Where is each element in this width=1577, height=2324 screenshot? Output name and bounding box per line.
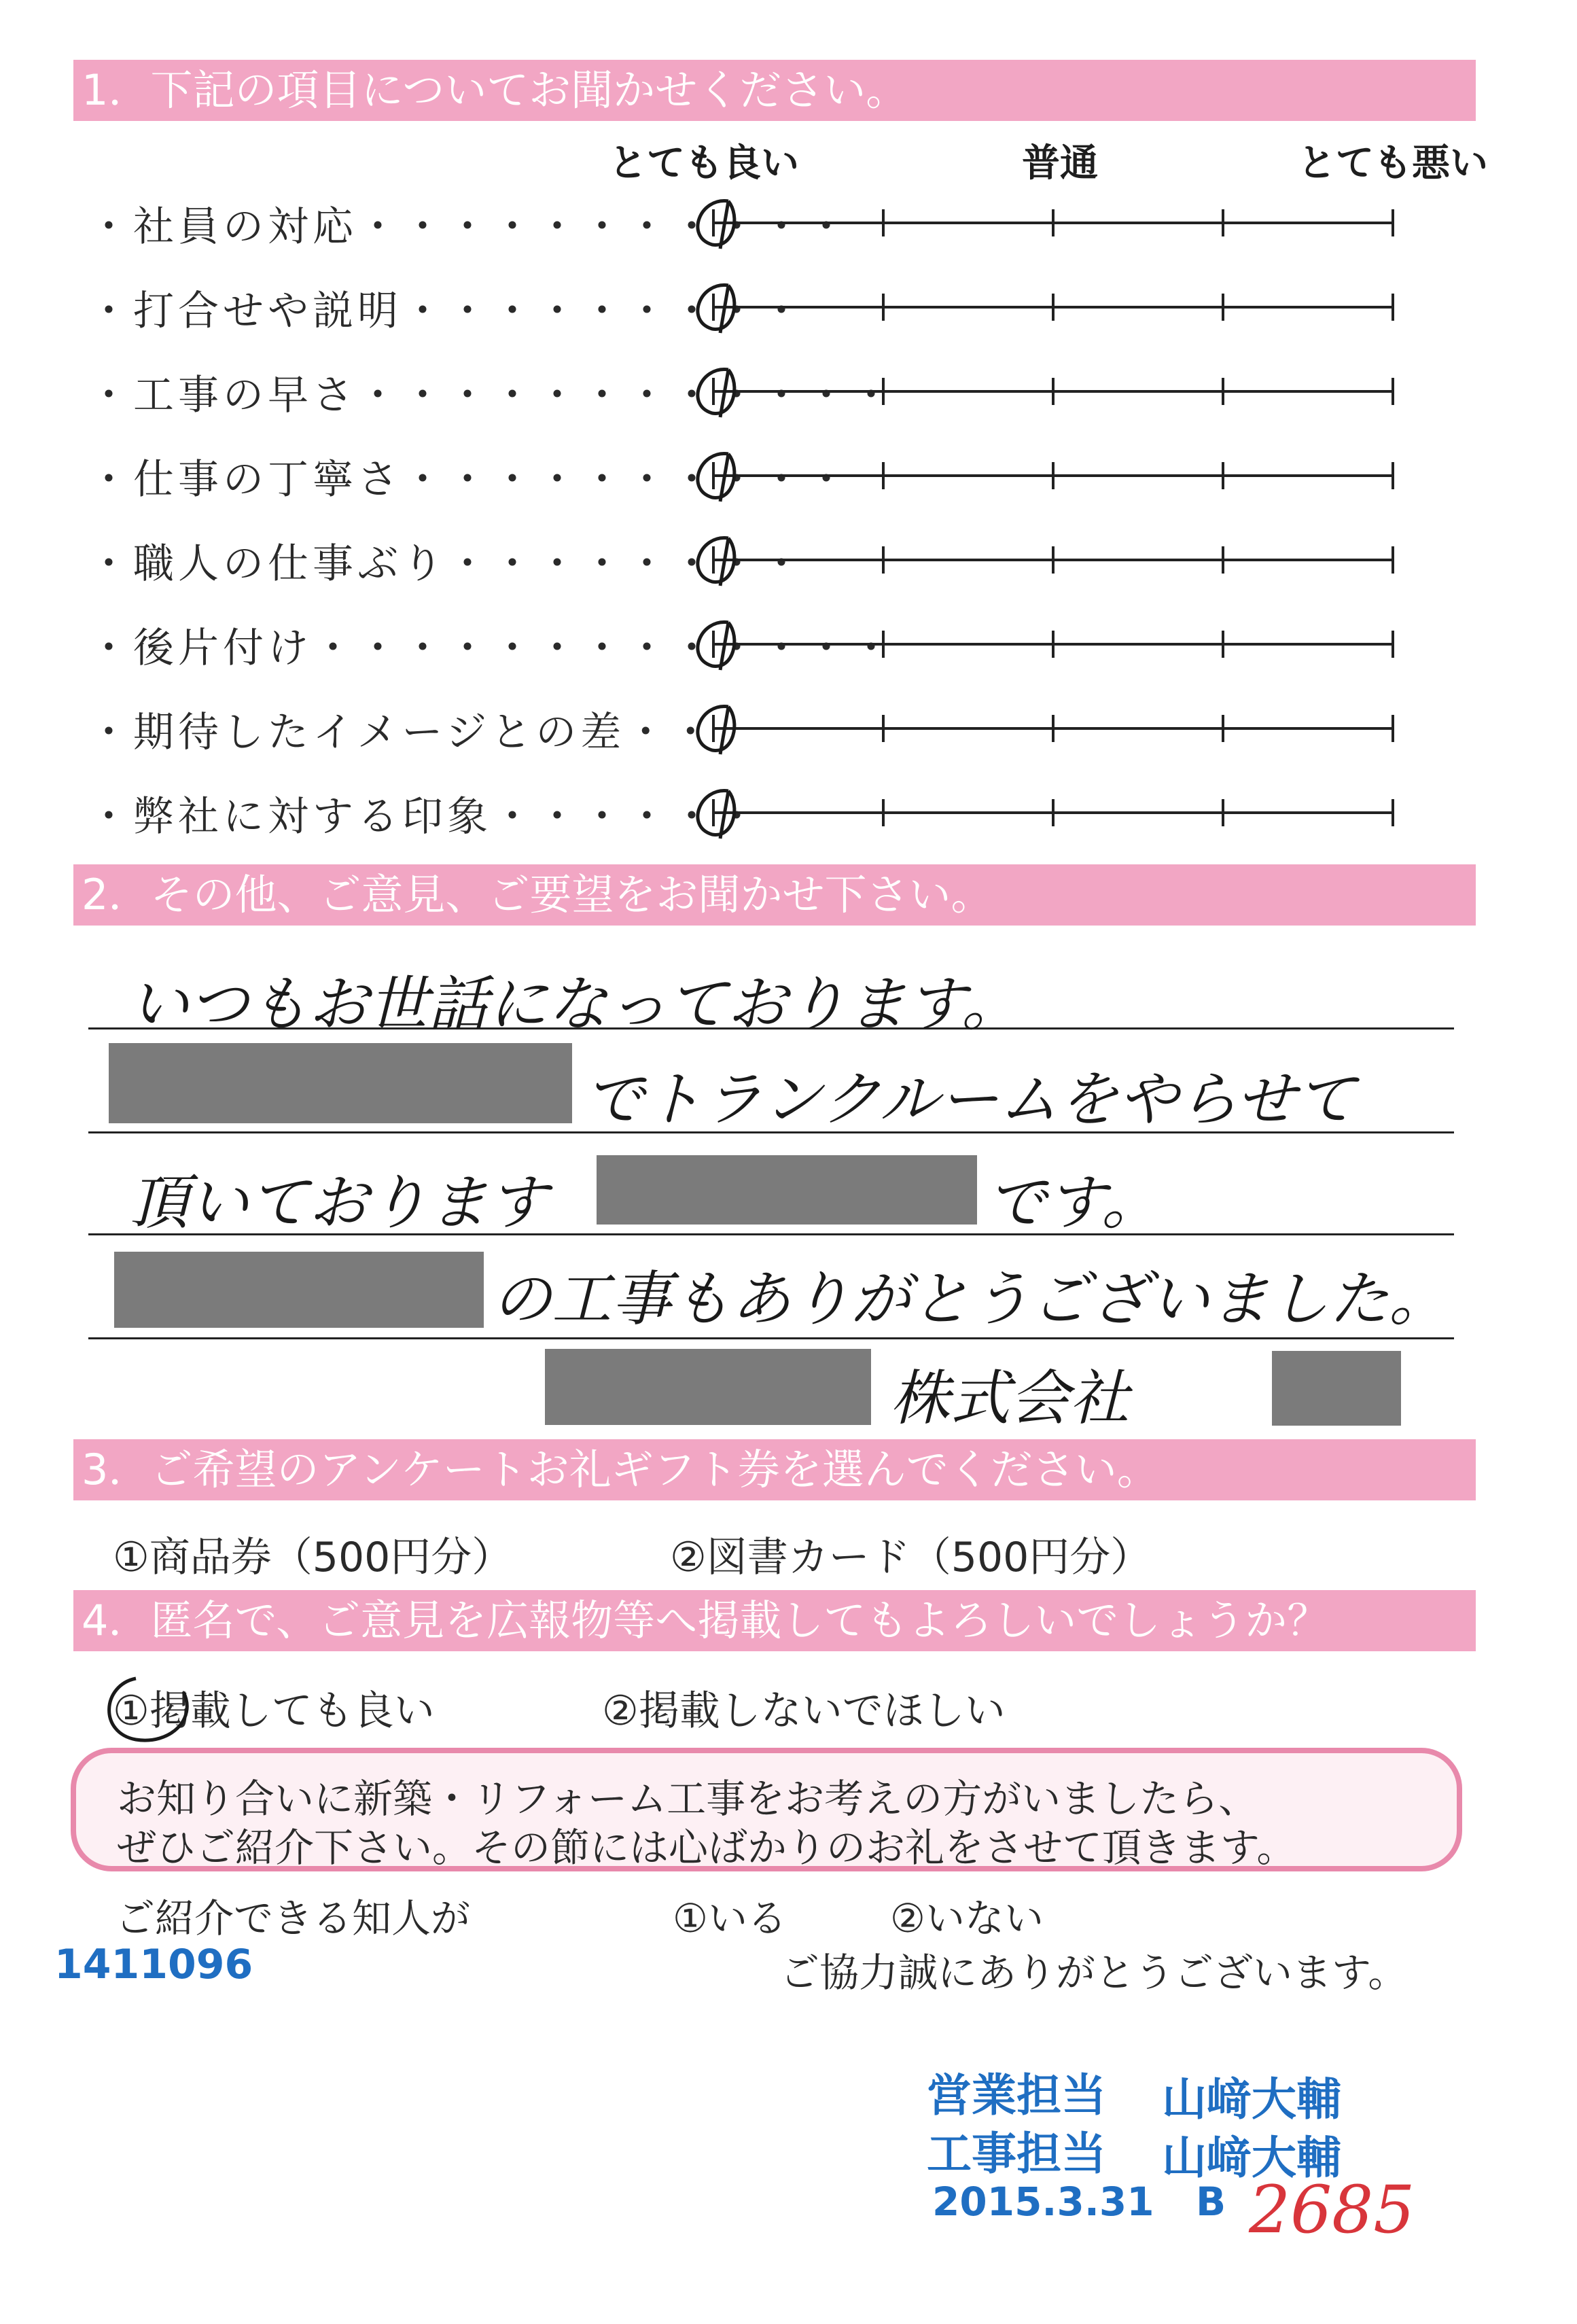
rating-row — [88, 351, 1447, 419]
construction-name: 山﨑大輔 — [1162, 2132, 1341, 2184]
code-letter: B — [1196, 2179, 1226, 2225]
scale-best-label: とても良い — [609, 141, 799, 186]
section-1-header: 1．下記の項目についてお聞かせください。 — [73, 60, 1476, 121]
redaction-block — [114, 1252, 484, 1328]
rating-row — [88, 772, 1447, 840]
rating-label: ・打合せや説明・・・・・・・・・ — [88, 287, 806, 335]
rating-label: ・工事の早さ・・・・・・・・・・・・ — [88, 372, 896, 419]
sales-name: 山﨑大輔 — [1162, 2073, 1341, 2126]
referral-box — [71, 1748, 1462, 1871]
rating-scale — [88, 688, 1447, 756]
redaction-block — [109, 1043, 572, 1123]
rating-label: ・弊社に対する印象・・・・・・ — [88, 793, 761, 841]
section-2-header: 2．その他、ご意見、ご要望をお聞かせ下さい。 — [73, 864, 1476, 926]
comment-text-1: いつもお世話になっております。 — [129, 969, 1021, 1039]
referral-no-option[interactable]: ②いない — [890, 1895, 1044, 1941]
rating-row — [88, 182, 1447, 250]
publish-option-1[interactable]: ①掲載しても良い — [113, 1687, 435, 1735]
comment-text-5: 株式会社 — [890, 1363, 1130, 1433]
comment-text-2: でトランクルームをやらせて — [584, 1064, 1356, 1134]
rating-row — [88, 688, 1447, 756]
rating-label: ・職人の仕事ぶり・・・・・・・・ — [88, 540, 806, 588]
rating-label: ・後片付け・・・・・・・・・・・・・ — [88, 624, 896, 672]
rating-label: ・社員の対応・・・・・・・・・・・ — [88, 203, 851, 251]
rating-selection-mark — [698, 538, 734, 586]
rating-row — [88, 519, 1447, 587]
publish-selection-circle — [88, 1665, 224, 1753]
date-stamp: 2015.3.31 — [932, 2179, 1154, 2225]
referral-question: ご紹介できる知人が — [116, 1895, 471, 1941]
comment-text-4: の工事もありがとうございました。 — [492, 1264, 1449, 1334]
rating-selection-mark — [698, 622, 734, 670]
redaction-block — [545, 1349, 871, 1425]
rating-selection-mark — [698, 454, 734, 501]
comment-text-3b: です。 — [987, 1167, 1161, 1237]
rating-selection-mark — [698, 707, 734, 754]
section-4-header: 4．匿名で、ご意見を広報物等へ掲載してもよろしいでしょうか？ — [73, 1590, 1476, 1651]
handwritten-number: 2685 — [1249, 2172, 1415, 2248]
rating-row — [88, 266, 1447, 334]
document-id: 1411096 — [54, 1941, 253, 1988]
rating-scale — [88, 182, 1447, 250]
publish-option-2[interactable]: ②掲載しないでほしい — [602, 1687, 1006, 1735]
gift-option-2[interactable]: ②図書カード（500円分） — [670, 1534, 1152, 1581]
referral-yes-option[interactable]: ①いる — [673, 1895, 787, 1941]
comment-text-3a: 頂いております — [129, 1167, 548, 1237]
rating-row — [88, 603, 1447, 671]
rating-scale — [88, 351, 1447, 419]
referral-text-1: お知り合いに新築・リフォーム工事をお考えの方がいましたら、 — [117, 1776, 1258, 1822]
sales-label: 営業担当 — [927, 2069, 1106, 2121]
section-3-header: 3．ご希望のアンケートお礼ギフト券を選んでください。 — [73, 1439, 1476, 1500]
rating-scale — [88, 603, 1447, 671]
rating-scale — [88, 519, 1447, 587]
rating-scale — [88, 435, 1447, 503]
rating-label: ・期待したイメージとの差・・ — [88, 709, 715, 756]
construction-label: 工事担当 — [927, 2128, 1106, 2180]
rating-selection-mark — [698, 201, 734, 249]
scale-worst-label: とても悪い — [1298, 141, 1488, 186]
redaction-block — [1272, 1351, 1401, 1426]
rating-selection-mark — [698, 370, 734, 417]
scale-normal-label: 普通 — [1022, 141, 1098, 186]
rating-scale — [88, 266, 1447, 334]
thanks-text: ご協力誠にありがとうございます。 — [780, 1950, 1408, 1996]
rating-selection-mark — [698, 285, 734, 333]
rating-scale — [88, 772, 1447, 840]
rating-row — [88, 435, 1447, 503]
redaction-block — [597, 1155, 977, 1225]
comment-line-4 — [88, 1337, 1454, 1339]
gift-option-1[interactable]: ①商品券（500円分） — [113, 1534, 513, 1581]
referral-text-2: ぜひご紹介下さい。その節には心ばかりのお礼をさせて頂きます。 — [117, 1825, 1296, 1871]
rating-selection-mark — [698, 791, 734, 839]
rating-label: ・仕事の丁寧さ・・・・・・・・・・ — [88, 456, 851, 504]
